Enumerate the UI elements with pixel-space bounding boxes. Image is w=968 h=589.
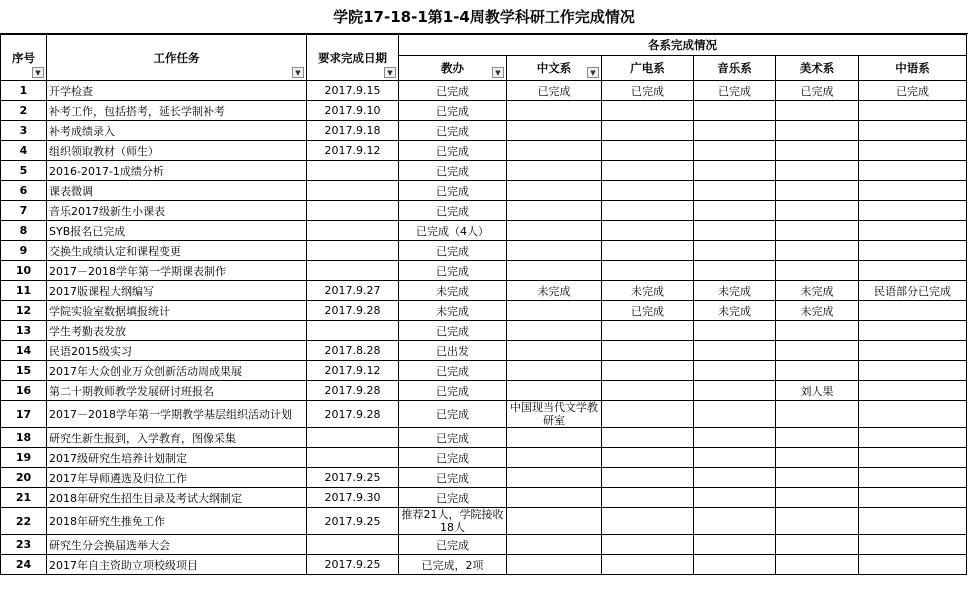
cell-meishu[interactable] — [776, 448, 859, 468]
cell-zhongyu[interactable] — [859, 428, 967, 448]
cell-meishu[interactable] — [776, 321, 859, 341]
cell-meishu[interactable]: 未完成 — [776, 301, 859, 321]
header-task-label: 工作任务 — [153, 50, 200, 65]
cell-deadline[interactable]: 2017.9.28 — [307, 301, 399, 321]
cell-meishu[interactable] — [776, 361, 859, 381]
cell-jiaoban[interactable]: 已完成 — [399, 181, 507, 201]
cell-zhongwen[interactable] — [507, 241, 602, 261]
cell-deadline[interactable]: 2017.9.10 — [307, 101, 399, 121]
cell-meishu[interactable] — [776, 121, 859, 141]
header-jiaoban-label: 教办 — [441, 61, 464, 75]
cell-seq[interactable]: 20 — [1, 468, 47, 488]
cell-meishu[interactable] — [776, 428, 859, 448]
table-row — [1, 428, 967, 448]
cell-task[interactable]: 2016-2017-1成绩分析 — [47, 161, 307, 181]
header-zhongyu: 中语系 — [859, 56, 967, 81]
cell-zhongyu[interactable] — [859, 121, 967, 141]
cell-zhongwen[interactable] — [507, 468, 602, 488]
cell-yinyue[interactable] — [694, 181, 776, 201]
cell-zhongwen[interactable] — [507, 428, 602, 448]
cell-yinyue[interactable]: 未完成 — [694, 301, 776, 321]
cell-seq[interactable]: 4 — [1, 141, 47, 161]
cell-task[interactable]: 交换生成绩认定和课程变更 — [47, 241, 307, 261]
cell-meishu[interactable] — [776, 488, 859, 508]
cell-zhongwen[interactable] — [507, 341, 602, 361]
cell-deadline[interactable]: 2017.9.30 — [307, 488, 399, 508]
cell-task[interactable]: 学院实验室数据填报统计 — [47, 301, 307, 321]
cell-seq[interactable]: 2 — [1, 101, 47, 121]
cell-zhongyu[interactable] — [859, 201, 967, 221]
table-row — [1, 321, 967, 341]
cell-guangdian[interactable] — [602, 508, 694, 535]
cell-zhongyu[interactable] — [859, 488, 967, 508]
cell-yinyue[interactable] — [694, 141, 776, 161]
cell-zhongwen[interactable] — [507, 555, 602, 575]
cell-meishu[interactable] — [776, 101, 859, 121]
cell-zhongyu[interactable] — [859, 181, 967, 201]
cell-seq[interactable]: 16 — [1, 381, 47, 401]
cell-zhongwen[interactable] — [507, 221, 602, 241]
cell-deadline[interactable]: 2017.9.12 — [307, 141, 399, 161]
cell-task[interactable]: 2017版课程大纲编写 — [47, 281, 307, 301]
cell-task[interactable]: 研究生分会换届选举大会 — [47, 535, 307, 555]
cell-zhongyu[interactable] — [859, 141, 967, 161]
cell-meishu[interactable] — [776, 535, 859, 555]
cell-jiaoban[interactable]: 已完成 — [399, 141, 507, 161]
cell-deadline[interactable]: 2017.9.25 — [307, 508, 399, 535]
cell-zhongyu[interactable] — [859, 101, 967, 121]
cell-zhongwen[interactable] — [507, 161, 602, 181]
cell-deadline[interactable]: 2017.9.15 — [307, 81, 399, 101]
cell-seq[interactable]: 24 — [1, 555, 47, 575]
cell-zhongwen[interactable] — [507, 121, 602, 141]
cell-guangdian[interactable]: 未完成 — [602, 281, 694, 301]
cell-guangdian[interactable] — [602, 261, 694, 281]
progress-table — [0, 34, 967, 575]
cell-guangdian[interactable] — [602, 468, 694, 488]
cell-jiaoban[interactable]: 已完成 — [399, 448, 507, 468]
cell-jiaoban[interactable]: 已完成 — [399, 401, 507, 428]
cell-seq[interactable]: 1 — [1, 81, 47, 101]
cell-zhongwen[interactable] — [507, 201, 602, 221]
cell-deadline[interactable]: 2017.9.27 — [307, 281, 399, 301]
cell-jiaoban[interactable]: 已完成 — [399, 468, 507, 488]
cell-seq[interactable]: 15 — [1, 361, 47, 381]
table-row — [1, 241, 967, 261]
cell-task[interactable]: 2017－2018学年第一学期课表制作 — [47, 261, 307, 281]
cell-seq[interactable]: 21 — [1, 488, 47, 508]
cell-task[interactable]: 民语2015级实习 — [47, 341, 307, 361]
header-zhongwen-label: 中文系 — [536, 61, 572, 75]
header-guangdian: 广电系 — [602, 56, 694, 81]
cell-yinyue[interactable] — [694, 241, 776, 261]
cell-jiaoban[interactable]: 已出发 — [399, 341, 507, 361]
cell-guangdian[interactable] — [602, 101, 694, 121]
cell-task[interactable]: 课表微调 — [47, 181, 307, 201]
cell-yinyue[interactable] — [694, 381, 776, 401]
table-row — [1, 161, 967, 181]
cell-zhongwen[interactable] — [507, 448, 602, 468]
cell-deadline[interactable]: 2017.9.18 — [307, 121, 399, 141]
cell-deadline[interactable] — [307, 161, 399, 181]
cell-task[interactable]: 2017年导师遴选及归位工作 — [47, 468, 307, 488]
table-row — [1, 121, 967, 141]
cell-deadline[interactable] — [307, 535, 399, 555]
cell-yinyue[interactable] — [694, 535, 776, 555]
cell-guangdian[interactable] — [602, 241, 694, 261]
cell-yinyue[interactable] — [694, 428, 776, 448]
cell-guangdian[interactable] — [602, 201, 694, 221]
cell-guangdian[interactable] — [602, 381, 694, 401]
cell-yinyue[interactable] — [694, 261, 776, 281]
cell-guangdian[interactable] — [602, 121, 694, 141]
cell-meishu[interactable] — [776, 555, 859, 575]
cell-deadline[interactable] — [307, 241, 399, 261]
table-row — [1, 141, 967, 161]
cell-seq[interactable]: 22 — [1, 508, 47, 535]
table-row — [1, 448, 967, 468]
cell-task[interactable]: 研究生新生报到，入学教育，图像采集 — [47, 428, 307, 448]
cell-jiaoban[interactable]: 已完成 — [399, 321, 507, 341]
cell-zhongwen[interactable] — [507, 301, 602, 321]
cell-jiaoban[interactable]: 已完成 — [399, 381, 507, 401]
table-row — [1, 101, 967, 121]
cell-seq[interactable]: 10 — [1, 261, 47, 281]
cell-deadline[interactable] — [307, 448, 399, 468]
cell-meishu[interactable]: 已完成 — [776, 81, 859, 101]
cell-zhongyu[interactable] — [859, 381, 967, 401]
cell-deadline[interactable] — [307, 181, 399, 201]
cell-task[interactable]: 音乐2017级新生小课表 — [47, 201, 307, 221]
cell-jiaoban[interactable]: 已完成 — [399, 201, 507, 221]
cell-guangdian[interactable] — [602, 535, 694, 555]
cell-jiaoban[interactable]: 已完成 — [399, 261, 507, 281]
cell-task[interactable]: 2017级研究生培养计划制定 — [47, 448, 307, 468]
cell-deadline[interactable] — [307, 321, 399, 341]
cell-zhongwen[interactable] — [507, 261, 602, 281]
cell-deadline[interactable]: 2017.8.28 — [307, 341, 399, 361]
table-row — [1, 221, 967, 241]
header-deadline[interactable] — [307, 35, 399, 81]
header-seq-label: 序号 — [12, 50, 35, 65]
cell-yinyue[interactable] — [694, 361, 776, 381]
cell-yinyue[interactable] — [694, 401, 776, 428]
cell-zhongyu[interactable] — [859, 221, 967, 241]
cell-task[interactable]: 学生考勤表发放 — [47, 321, 307, 341]
cell-yinyue[interactable]: 未完成 — [694, 281, 776, 301]
cell-seq[interactable]: 13 — [1, 321, 47, 341]
cell-seq[interactable]: 11 — [1, 281, 47, 301]
cell-yinyue[interactable] — [694, 101, 776, 121]
cell-zhongwen[interactable] — [507, 101, 602, 121]
cell-zhongyu[interactable] — [859, 361, 967, 381]
cell-jiaoban[interactable]: 已完成 — [399, 535, 507, 555]
cell-seq[interactable]: 19 — [1, 448, 47, 468]
cell-task[interactable]: 2017－2018学年第一学期教学基层组织活动计划 — [47, 401, 307, 428]
cell-guangdian[interactable] — [602, 141, 694, 161]
cell-meishu[interactable] — [776, 261, 859, 281]
table-row — [1, 508, 967, 535]
cell-task[interactable]: 2018年研究生招生目录及考试大纲制定 — [47, 488, 307, 508]
cell-deadline[interactable]: 2017.9.28 — [307, 401, 399, 428]
header-meishu: 美术系 — [776, 56, 859, 81]
cell-task[interactable]: 组织领取教材（师生） — [47, 141, 307, 161]
cell-seq[interactable]: 3 — [1, 121, 47, 141]
cell-task[interactable]: 2017年大众创业万众创新活动周成果展 — [47, 361, 307, 381]
table-row — [1, 301, 967, 321]
cell-seq[interactable]: 14 — [1, 341, 47, 361]
filter-dropdown-icon[interactable]: ▼ — [32, 67, 44, 78]
cell-deadline[interactable]: 2017.9.28 — [307, 381, 399, 401]
header-jiaoban[interactable] — [399, 56, 507, 81]
cell-zhongyu[interactable]: 已完成 — [859, 81, 967, 101]
cell-zhongyu[interactable] — [859, 468, 967, 488]
cell-jiaoban[interactable]: 已完成 — [399, 488, 507, 508]
cell-guangdian[interactable]: 已完成 — [602, 301, 694, 321]
table-row — [1, 401, 967, 428]
cell-guangdian[interactable] — [602, 361, 694, 381]
cell-jiaoban[interactable]: 未完成 — [399, 301, 507, 321]
cell-zhongwen[interactable] — [507, 361, 602, 381]
cell-zhongwen[interactable] — [507, 381, 602, 401]
cell-jiaoban[interactable]: 已完成 — [399, 428, 507, 448]
cell-task[interactable]: SYB报名已完成 — [47, 221, 307, 241]
cell-deadline[interactable] — [307, 221, 399, 241]
table-row — [1, 381, 967, 401]
filter-dropdown-icon[interactable]: ▼ — [292, 67, 304, 78]
header-task[interactable] — [47, 35, 307, 81]
cell-zhongyu[interactable] — [859, 535, 967, 555]
cell-meishu[interactable] — [776, 181, 859, 201]
cell-deadline[interactable]: 2017.9.25 — [307, 555, 399, 575]
cell-seq[interactable]: 8 — [1, 221, 47, 241]
cell-yinyue[interactable] — [694, 321, 776, 341]
cell-yinyue[interactable] — [694, 448, 776, 468]
cell-guangdian[interactable] — [602, 341, 694, 361]
cell-jiaoban[interactable]: 已完成（4人） — [399, 221, 507, 241]
cell-zhongyu[interactable] — [859, 555, 967, 575]
header-yinyue: 音乐系 — [694, 56, 776, 81]
table-body — [1, 81, 967, 575]
cell-jiaoban[interactable]: 已完成 — [399, 81, 507, 101]
cell-zhongyu[interactable] — [859, 161, 967, 181]
header-dept-group: 各系完成情况 — [399, 35, 967, 56]
table-row — [1, 488, 967, 508]
cell-zhongyu[interactable]: 民语部分已完成 — [859, 281, 967, 301]
cell-guangdian[interactable]: 已完成 — [602, 81, 694, 101]
cell-jiaoban[interactable]: 已完成 — [399, 101, 507, 121]
cell-yinyue[interactable] — [694, 161, 776, 181]
cell-zhongyu[interactable] — [859, 321, 967, 341]
cell-jiaoban[interactable]: 已完成 — [399, 121, 507, 141]
header-seq[interactable] — [1, 35, 47, 81]
cell-meishu[interactable] — [776, 401, 859, 428]
cell-guangdian[interactable] — [602, 161, 694, 181]
cell-zhongwen[interactable]: 未完成 — [507, 281, 602, 301]
filter-dropdown-icon[interactable]: ▼ — [384, 67, 396, 78]
cell-guangdian[interactable] — [602, 181, 694, 201]
cell-zhongwen[interactable]: 已完成 — [507, 81, 602, 101]
cell-task[interactable]: 第二十期教师教学发展研讨班报名 — [47, 381, 307, 401]
cell-guangdian[interactable] — [602, 321, 694, 341]
cell-yinyue[interactable] — [694, 468, 776, 488]
cell-seq[interactable]: 17 — [1, 401, 47, 428]
cell-meishu[interactable] — [776, 161, 859, 181]
table-row — [1, 535, 967, 555]
cell-meishu[interactable] — [776, 241, 859, 261]
cell-deadline[interactable] — [307, 201, 399, 221]
cell-task[interactable]: 补考成绩录入 — [47, 121, 307, 141]
cell-guangdian[interactable] — [602, 221, 694, 241]
cell-zhongwen[interactable] — [507, 321, 602, 341]
table-row — [1, 361, 967, 381]
cell-task[interactable]: 2018年研究生推免工作 — [47, 508, 307, 535]
cell-jiaoban[interactable]: 已完成 — [399, 161, 507, 181]
cell-yinyue[interactable] — [694, 341, 776, 361]
cell-yinyue[interactable] — [694, 488, 776, 508]
cell-yinyue[interactable] — [694, 201, 776, 221]
cell-zhongyu[interactable] — [859, 448, 967, 468]
cell-zhongyu[interactable] — [859, 341, 967, 361]
cell-deadline[interactable]: 2017.9.25 — [307, 468, 399, 488]
cell-meishu[interactable] — [776, 468, 859, 488]
cell-guangdian[interactable] — [602, 401, 694, 428]
cell-yinyue[interactable]: 已完成 — [694, 81, 776, 101]
cell-zhongwen[interactable] — [507, 181, 602, 201]
cell-guangdian[interactable] — [602, 488, 694, 508]
table-row — [1, 181, 967, 201]
table-row — [1, 261, 967, 281]
filter-dropdown-icon[interactable]: ▼ — [492, 67, 504, 78]
table-row — [1, 81, 967, 101]
cell-zhongyu[interactable] — [859, 401, 967, 428]
cell-meishu[interactable] — [776, 341, 859, 361]
cell-guangdian[interactable] — [602, 428, 694, 448]
table-row — [1, 555, 967, 575]
filter-dropdown-icon[interactable]: ▼ — [587, 67, 599, 78]
header-deadline-label: 要求完成日期 — [318, 50, 387, 65]
cell-jiaoban[interactable]: 未完成 — [399, 281, 507, 301]
cell-meishu[interactable]: 未完成 — [776, 281, 859, 301]
cell-zhongyu[interactable] — [859, 241, 967, 261]
cell-zhongwen[interactable] — [507, 508, 602, 535]
cell-jiaoban[interactable]: 已完成 — [399, 361, 507, 381]
cell-jiaoban[interactable]: 已完成，2项 — [399, 555, 507, 575]
cell-zhongwen[interactable] — [507, 141, 602, 161]
table-row — [1, 201, 967, 221]
cell-seq[interactable]: 23 — [1, 535, 47, 555]
cell-yinyue[interactable] — [694, 508, 776, 535]
cell-zhongwen[interactable]: 中国现当代文学教研室 — [507, 401, 602, 428]
cell-guangdian[interactable] — [602, 555, 694, 575]
cell-task[interactable]: 2017年自主资助立项校级项目 — [47, 555, 307, 575]
table-row — [1, 281, 967, 301]
cell-jiaoban[interactable]: 已完成 — [399, 241, 507, 261]
cell-seq[interactable]: 9 — [1, 241, 47, 261]
table-row — [1, 468, 967, 488]
cell-zhongyu[interactable] — [859, 261, 967, 281]
cell-deadline[interactable] — [307, 428, 399, 448]
cell-task[interactable]: 开学检查 — [47, 81, 307, 101]
cell-deadline[interactable] — [307, 261, 399, 281]
cell-zhongwen[interactable] — [507, 535, 602, 555]
cell-seq[interactable]: 18 — [1, 428, 47, 448]
cell-meishu[interactable] — [776, 221, 859, 241]
cell-deadline[interactable]: 2017.9.12 — [307, 361, 399, 381]
cell-seq[interactable]: 12 — [1, 301, 47, 321]
cell-seq[interactable]: 7 — [1, 201, 47, 221]
cell-meishu[interactable]: 刘人果 — [776, 381, 859, 401]
cell-zhongwen[interactable] — [507, 488, 602, 508]
cell-jiaoban[interactable]: 推荐21人，学院接收18人 — [399, 508, 507, 535]
header-zhongwen[interactable] — [507, 56, 602, 81]
sheet-title: 学院17-18-1第1-4周教学科研工作完成情况 — [0, 0, 968, 34]
cell-zhongyu[interactable] — [859, 508, 967, 535]
cell-seq[interactable]: 6 — [1, 181, 47, 201]
cell-guangdian[interactable] — [602, 448, 694, 468]
cell-yinyue[interactable] — [694, 555, 776, 575]
cell-meishu[interactable] — [776, 508, 859, 535]
cell-yinyue[interactable] — [694, 121, 776, 141]
cell-seq[interactable]: 5 — [1, 161, 47, 181]
table-row — [1, 341, 967, 361]
cell-yinyue[interactable] — [694, 221, 776, 241]
cell-zhongyu[interactable] — [859, 301, 967, 321]
cell-task[interactable]: 补考工作，包括搭考，延长学制补考 — [47, 101, 307, 121]
cell-meishu[interactable] — [776, 201, 859, 221]
cell-meishu[interactable] — [776, 141, 859, 161]
